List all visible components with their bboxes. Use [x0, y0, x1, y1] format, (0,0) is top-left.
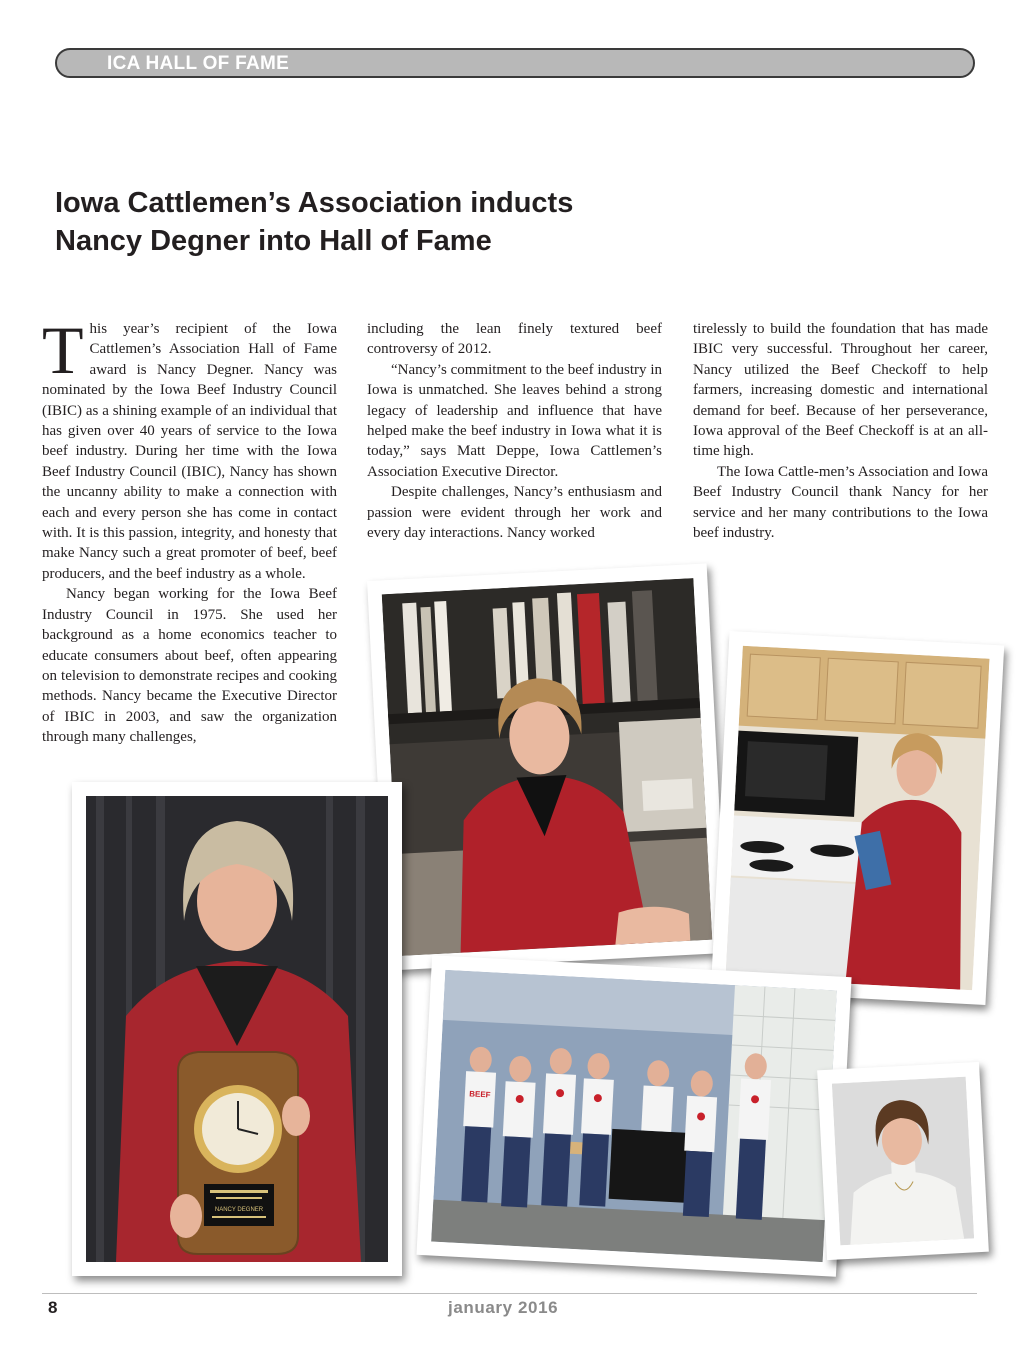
paragraph: [42, 312, 337, 584]
paragraph: Nancy began working for the Iowa Beef Industry Council in 1975. She used her background as a home economics teacher to educate consumers about beef, often appearing on television to demonstrate recipes and cooking methods. Nancy became the Executive Director of IBIC in 2003, and saw the organization through many challenges,: [42, 586, 337, 746]
plaque-image: [86, 796, 388, 1262]
paragraph: The Iowa Cattle-men’s Association and Iowa Beef Industry Council thank Nancy for her service and her many contributions to the Iowa beef industry.: [693, 463, 988, 542]
paragraph: tirelessly to build the foundation that has made IBIC very successful. Throughout her career, Nancy utilized the Beef Checkoff to help farmers, increasing domestic and international demand for beef. Because of her perseverance, Iowa approval of the Beef Checkoff is at an all-time high.: [693, 321, 988, 460]
paragraph: “Nancy’s commitment to the beef industry in Iowa is unmatched. She leaves behind a strong legacy of leadership and influence that have helped make the beef industry in Iowa what it is today,” says Matt Deppe, Iowa Cattlemen’s Association Executive Director.: [367, 361, 662, 480]
article-column-2: [367, 319, 662, 543]
photo-office-portrait: [367, 563, 727, 970]
paragraph: Despite challenges, Nancy’s enthusiasm and passion were evident through her work and every day interactions. Nancy worked: [367, 484, 662, 542]
article-column-3: [693, 319, 988, 543]
paragraph: including the lean finely textured beef controversy of 2012.: [367, 321, 662, 358]
photo-white-sweater-portrait: [817, 1062, 989, 1260]
tshirt-text: BEEF: [469, 1089, 491, 1100]
white-sweater-portrait-image: [832, 1077, 974, 1246]
paragraph-text: his year’s recipient of the Iowa Cattlemen’s Association Hall of Fame award is Nancy Degner. Nancy was nominated by the Iowa Beef Industry Council (IBIC) as a shining example of an individual that has given over 40 years of service to the Iowa beef industry. During her time with the Iowa Beef Industry Council (IBIC), Nancy has shown the uncanny ability to make a connection with each and every person she has come in contact with. It is this passion, integrity, and honesty that make Nancy such a great promoter of beef, beef producers, and the beef industry as a whole.: [42, 321, 337, 582]
article-headline: [55, 184, 755, 260]
office-portrait-image: [382, 578, 713, 956]
drop-cap: T: [42, 312, 84, 388]
section-header-bar: [55, 48, 975, 78]
headline-line-1: Iowa Cattlemen’s Association inducts: [55, 187, 574, 219]
group-grilling-image: [431, 970, 837, 1262]
issue-date: january 2016: [448, 1298, 559, 1317]
headline-line-2: Nancy Degner into Hall of Fame: [55, 225, 492, 257]
section-label: ICA HALL OF FAME: [107, 53, 290, 74]
kitchen-image: [725, 646, 989, 990]
photo-group-grilling: [416, 955, 851, 1277]
photo-kitchen: [711, 631, 1004, 1005]
article-column-1: [42, 312, 337, 748]
plaque-name: NANCY DEGNER: [214, 1207, 264, 1213]
page-number: 8: [48, 1298, 58, 1317]
photo-plaque: [72, 782, 402, 1276]
footer-rule: [42, 1293, 977, 1294]
